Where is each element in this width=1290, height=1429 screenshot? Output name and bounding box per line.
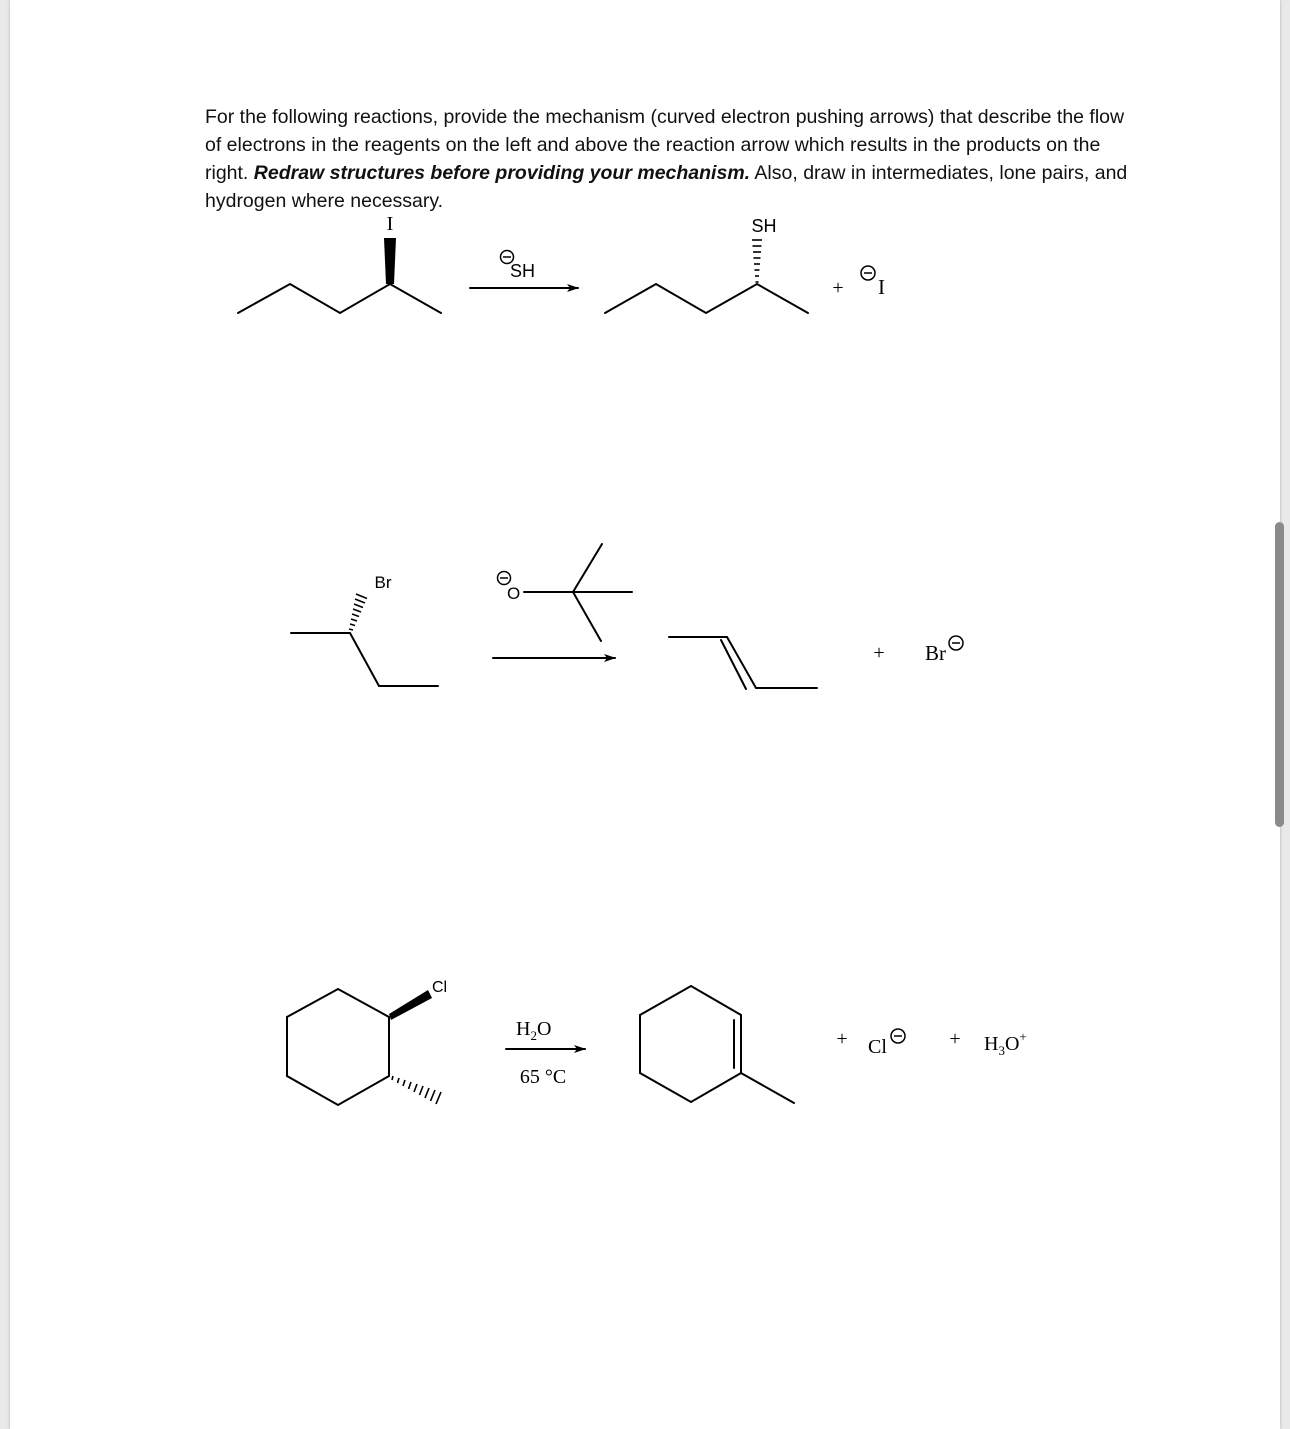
iodide-byproduct <box>861 266 885 299</box>
cyclohexene-ring <box>640 986 741 1102</box>
cyclohexane-ring <box>287 989 389 1105</box>
plus-sign-2: + <box>949 1028 961 1050</box>
water-subscript: 2 <box>530 1028 537 1043</box>
hashed-bond <box>752 240 762 282</box>
hashed-bond <box>349 594 367 630</box>
temperature-condition: 65 °C <box>519 1066 567 1088</box>
methyl-bond-up <box>573 544 602 592</box>
instructions-text-2: Also, draw in intermediates, lone pairs, and hydrogen where necessary. <box>205 162 1128 212</box>
wedge-bond <box>389 990 432 1020</box>
oxygen-label: O <box>507 584 521 603</box>
product-3-structure <box>640 986 794 1103</box>
water-h: H <box>516 1018 531 1040</box>
reagent-label: SH <box>510 261 536 281</box>
product-1-skeleton <box>605 284 808 313</box>
water-reagent <box>516 1018 551 1043</box>
product-2-structure <box>669 637 817 689</box>
reactant-2-skeleton <box>291 633 438 686</box>
iodine-label: I <box>386 213 394 235</box>
plus-sign: + <box>832 277 844 299</box>
product-2-skeleton <box>669 637 817 688</box>
reactant-2-structure <box>291 573 438 686</box>
reactant-3-structure <box>287 979 447 1105</box>
hydronium-o: O <box>1004 1033 1020 1055</box>
reaction-1 <box>238 213 885 313</box>
hydronium-byproduct <box>984 1029 1027 1058</box>
water-o: O <box>536 1018 552 1040</box>
hydronium-subscript: 3 <box>998 1043 1005 1058</box>
plus-sign-1: + <box>836 1028 848 1050</box>
reactant-1-skeleton <box>238 284 441 313</box>
hydronium-h: H <box>984 1033 999 1055</box>
reactant-1-structure <box>238 213 441 313</box>
instructions-text-1: For the following reactions, provide the mechanism (curved electron pushing arrows) that describe the flow of electrons in the reagents on the left and above the reaction arrow which results in the products on the right. <box>205 106 1125 184</box>
reaction-2 <box>291 544 963 689</box>
reaction-1-reagent <box>501 251 536 282</box>
chlorine-label: Cl <box>432 979 448 996</box>
product-1-structure <box>605 216 808 313</box>
reaction-3 <box>287 979 1027 1105</box>
plus-sign: + <box>873 642 885 664</box>
bromide-byproduct <box>925 636 963 665</box>
methyl-bond <box>741 1073 794 1103</box>
hashed-bond <box>392 1076 441 1104</box>
hydronium-charge: + <box>1019 1029 1027 1044</box>
thiol-label: SH <box>751 216 777 236</box>
wedge-bond <box>384 238 396 284</box>
bromide-label: Br <box>925 641 946 665</box>
instructions-emphasis: Redraw structures before providing your mechanism. <box>253 162 751 184</box>
chloride-byproduct <box>868 1029 905 1058</box>
methyl-bond-down <box>573 592 601 641</box>
bromine-label: Br <box>374 573 392 592</box>
iodide-label: I <box>878 275 885 299</box>
chloride-label: Cl <box>868 1036 887 1058</box>
tert-butoxide-reagent <box>498 544 633 641</box>
